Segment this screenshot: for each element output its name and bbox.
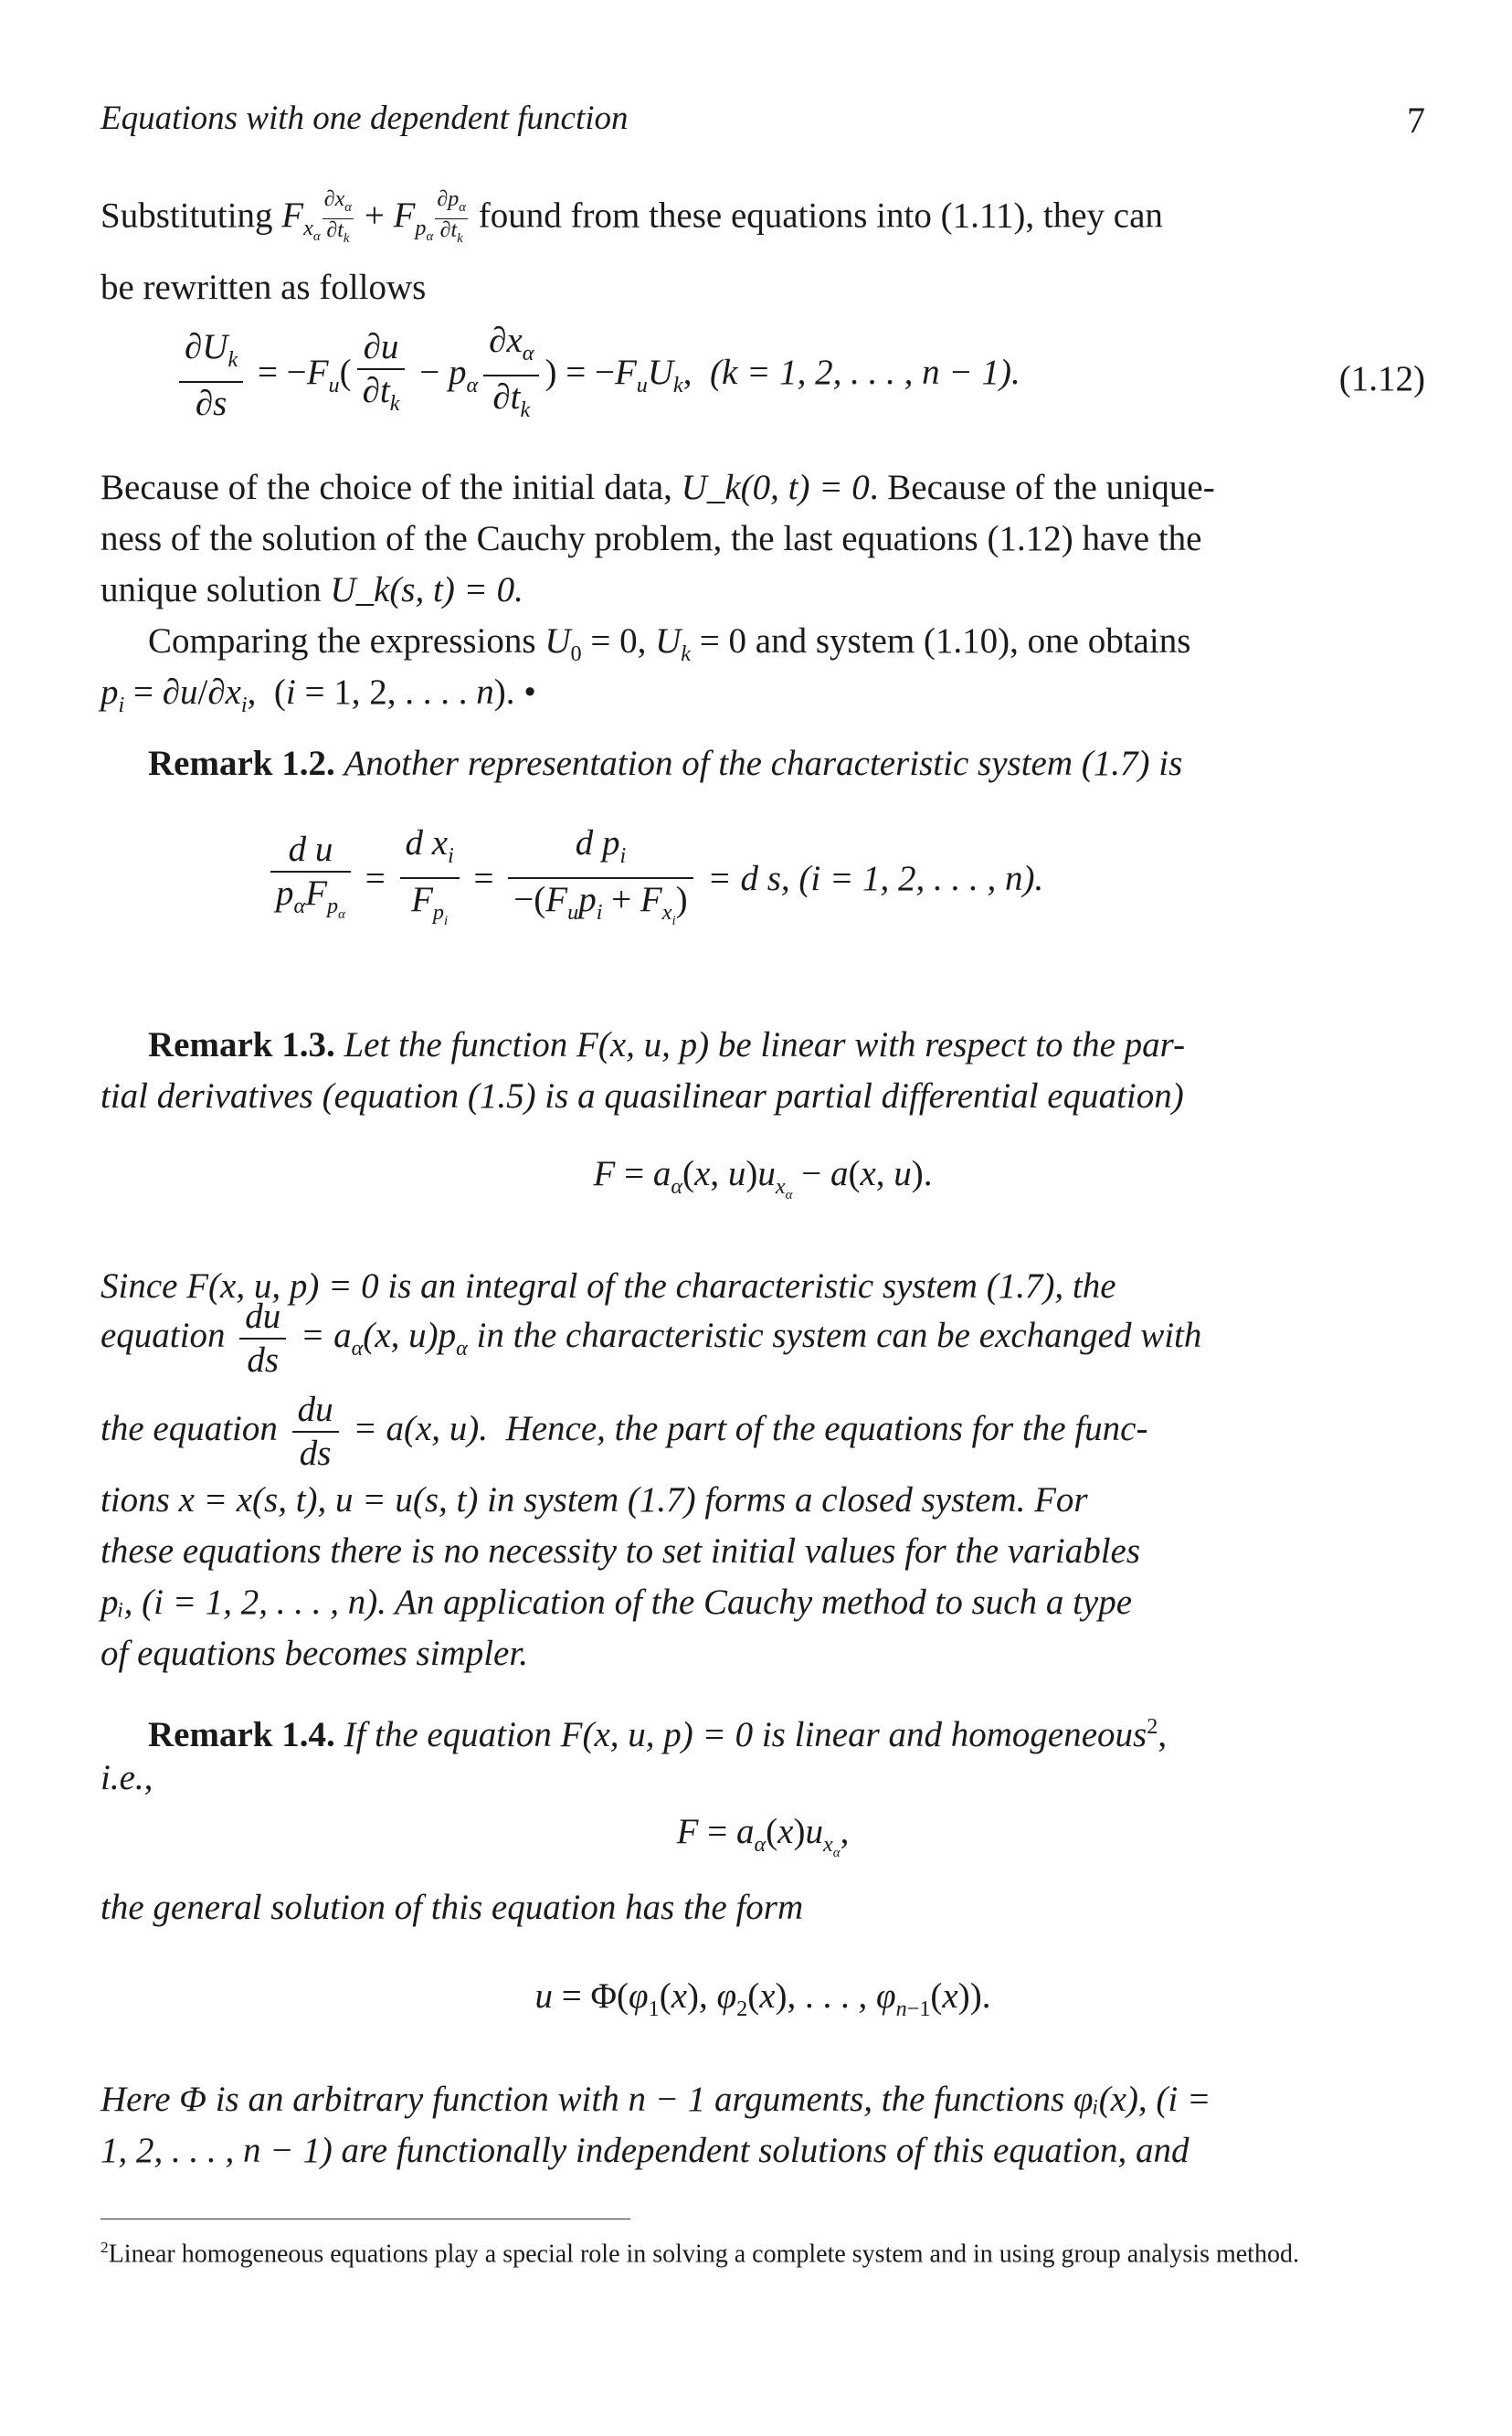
running-head: Equations with one dependent function — [100, 100, 629, 137]
remark-1-3-p5: these equations there is no necessity to set initial values for the variables — [100, 1531, 1141, 1571]
equation-1-12: $\frac{\partial U_k}{\partial s}$ = $-F_u$( $\frac{\partial u}{\partial t_k}$ − $p_\alpha$ $\frac{\partial x_\alpha}{\partial t_k}$ ) = $-F_uU_k$, (k = 1, 2, . . . , n − 1). — [174, 320, 1020, 431]
paragraph-comparing-line2: $p_i = \partial u/\partial x_i$, (i = 1, 2, . . . . n). • — [100, 673, 536, 717]
remark-1-3-line2: tial derivatives (equation (1.5) is a quasilinear partial differential equation) — [100, 1076, 1184, 1116]
equation-quasilinear: $F = a_\alpha(x$, $u)u_{x_\alpha} - a(x$, u). — [593, 1154, 933, 1202]
equation-homogeneous: $F = a_\alpha(x)u_{x_\alpha}$, — [676, 1812, 850, 1860]
paragraph-uniqueness: Because of the choice of the initial data, U_k(0, t) = 0. Because of the unique- ness of the solution of the Cauchy problem, the last equations (1.12) have the unique solution U_k(s, t) = 0. — [100, 468, 1215, 609]
remark-1-3-p6: pᵢ, (i = 1, 2, . . . , n). An application of the Cauchy method to such a type — [100, 1583, 1133, 1622]
remark-1-4: Remark 1.4. If the equation F(x, u, p) = 0 is linear and homogeneous$^2$, — [148, 1714, 1168, 1754]
remark-1-3-title: Remark 1.3. — [148, 1025, 335, 1064]
page-number: 7 — [1407, 100, 1425, 141]
footnote-number: 2 — [100, 2239, 109, 2256]
remark-1-4-p1: Here Φ is an arbitrary function with n − 1 arguments, the functions φᵢ(x), (i = — [100, 2080, 1211, 2119]
remark-1-3-p4: tions x = x(s, t), u = u(s, t) in system (1.7) forms a closed system. For — [100, 1480, 1088, 1520]
equation-general-solution: $u = \Phi(\varphi_1(x)$, $\varphi_2(x)$, . . . , $\varphi_{n-1}(x)$). — [534, 1976, 991, 2021]
remark-1-4-general: the general solution of this equation has the form — [100, 1888, 804, 1927]
remark-1-3-p3: the equation $\frac{du}{ds}$ = a(x, u). Hence, the part of the equations for the func- — [100, 1390, 1148, 1473]
remark-1-2: Remark 1.2. Another representation of the characteristic system (1.7) is — [148, 744, 1183, 783]
remark-1-3-p1: Since F(x, u, p) = 0 is an integral of the characteristic system (1.7), the — [100, 1266, 1116, 1306]
footnote-mark: 2 — [1147, 1714, 1158, 1739]
remark-1-3: Remark 1.3. Let the function F(x, u, p) be linear with respect to the par- — [148, 1025, 1186, 1064]
equation-number-1-12: (1.12) — [1338, 359, 1425, 398]
remark-1-4-title: Remark 1.4. — [148, 1715, 335, 1754]
remark-1-4-p2: 1, 2, . . . , n − 1) are functionally independent solutions of this equation, and — [100, 2131, 1190, 2170]
remark-1-2-title: Remark 1.2. — [148, 744, 335, 783]
page-header — [100, 99, 1425, 144]
equation-remark-1-2: $\frac{\text{d u}}{p_\alpha F_{p_\alpha}}$ = $\frac{d x_i}{F_{p_i}}$ = $\frac{d p_i}{-(F_up_i + F_{x_i})}$ = d s, (i = 1, 2, . . . , n). — [265, 822, 1043, 941]
remark-1-3-p7: of equations becomes simpler. — [100, 1634, 528, 1673]
paragraph-comparing: Comparing the expressions $U_0 = 0$, $U_k = 0$ and system (1.10), one obtains — [148, 621, 1191, 666]
footnote: $^2$Linear homogeneous equations play a special role in solving a complete system and in using group analysis method. — [100, 2239, 1299, 2269]
remark-1-4-ie: i.e., — [100, 1758, 153, 1797]
paragraph-substituting: Substituting $F_{x_\alpha}$ $\frac{\partial x_\alpha}{\partial t_k}$ + $F_{p_\alpha}$ $\frac{\partial p_\alpha}{\partial t_k}$ found from these equations into (1.11), they can be rewritten as follows — [100, 187, 1163, 307]
remark-1-3-p2: equation $\frac{du}{ds}$ = $a_\alpha(x$, $u)p_\alpha$ in the characteristic system can be exchanged with — [100, 1297, 1202, 1380]
